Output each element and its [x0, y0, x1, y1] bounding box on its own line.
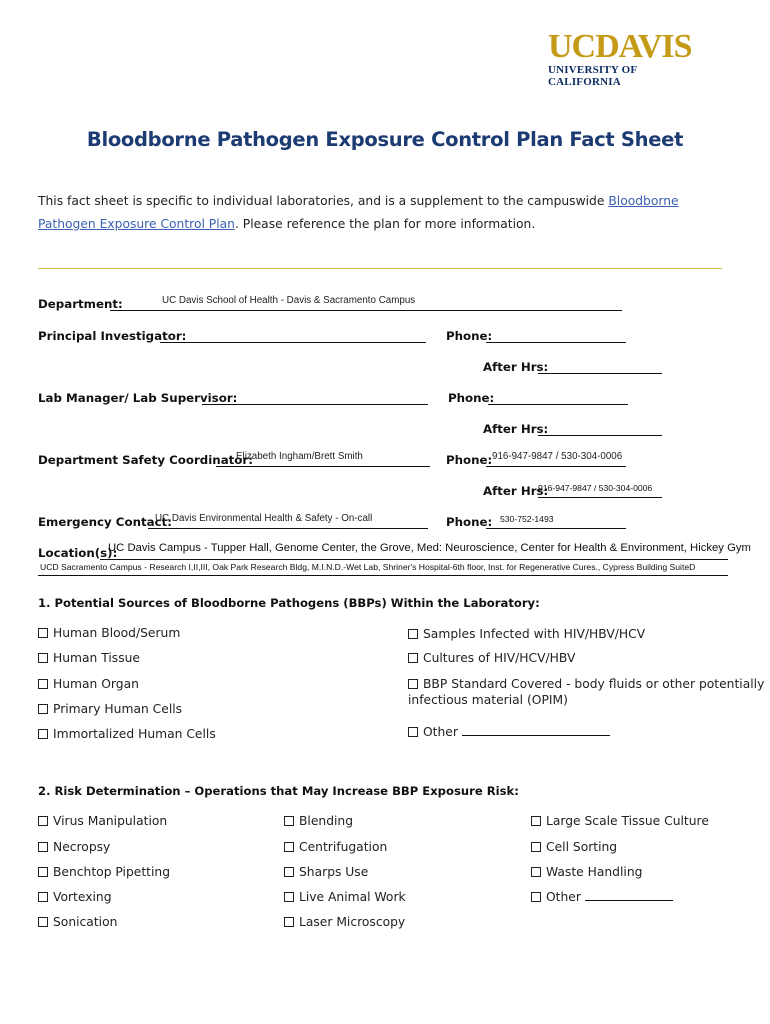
safety-phone-field[interactable]: [486, 466, 626, 467]
lab-manager-field[interactable]: [202, 404, 428, 405]
checkbox-box-icon: [38, 842, 48, 852]
section2-heading: 2. Risk Determination – Operations that May Increase BBP Exposure Risk:: [38, 784, 519, 798]
emergency-contact-field[interactable]: [148, 528, 428, 529]
checkbox-box-icon: [408, 679, 418, 689]
checkbox-box-icon: [408, 629, 418, 639]
checkbox-box-icon: [284, 842, 294, 852]
checkbox-label: Large Scale Tissue Culture: [546, 814, 709, 828]
checkbox-human-tissue[interactable]: [38, 651, 140, 665]
lab-manager-phone-field[interactable]: [488, 404, 628, 405]
locations-value-line1: UC Davis Campus - Tupper Hall, Genome Center, the Grove, Med: Neuroscience, Center for Health & Environment, Hickey Gym: [108, 542, 751, 554]
pi-phone-label: Phone:: [446, 329, 493, 343]
checkbox-samples-infected[interactable]: [408, 627, 645, 641]
checkbox-necropsy[interactable]: [38, 840, 110, 854]
checkbox-box-icon: [38, 679, 48, 689]
department-value: UC Davis School of Health - Davis & Sacramento Campus: [162, 295, 416, 306]
checkbox-sonication[interactable]: [38, 915, 117, 929]
checkbox-box-icon: [284, 917, 294, 927]
checkbox-human-organ[interactable]: [38, 677, 139, 691]
checkbox-box-icon: [531, 867, 541, 877]
checkbox-label: Waste Handling: [546, 865, 643, 879]
department-field[interactable]: [110, 310, 622, 311]
checkbox-box-icon: [38, 816, 48, 826]
checkbox-box-icon: [284, 816, 294, 826]
checkbox-other-source[interactable]: [408, 725, 610, 739]
safety-coordinator-label: Department Safety Coordinator:: [38, 453, 253, 467]
safety-phone-value: 916-947-9847 / 530-304-0006: [492, 451, 623, 462]
checkbox-cell-sorting[interactable]: [531, 840, 617, 854]
lab-manager-phone-label: Phone:: [448, 391, 495, 405]
checkbox-label: Primary Human Cells: [53, 702, 183, 716]
other-operation-field[interactable]: [585, 900, 673, 901]
checkbox-box-icon: [531, 892, 541, 902]
checkbox-centrifugation[interactable]: [284, 840, 387, 854]
checkbox-label: Laser Microscopy: [299, 915, 406, 929]
checkbox-box-icon: [38, 729, 48, 739]
pi-phone-field[interactable]: [486, 342, 626, 343]
safety-after-hrs-field[interactable]: [538, 497, 662, 498]
intro-text-after: . Please reference the plan for more information.: [234, 217, 536, 231]
checkbox-box-icon: [284, 867, 294, 877]
checkbox-box-icon: [38, 867, 48, 877]
safety-after-hrs-value: 916-947-9847 / 530-304-0006: [538, 483, 653, 493]
checkbox-benchtop-pipetting[interactable]: [38, 865, 170, 879]
pi-label: Principal Investigator:: [38, 329, 187, 343]
intro-text-before: This fact sheet is specific to individual laboratories, and is a supplement to the campuswide: [38, 194, 609, 208]
safety-coordinator-value: Elizabeth Ingham/Brett Smith: [236, 451, 363, 462]
checkbox-label: Human Blood/Serum: [53, 626, 181, 640]
intro-paragraph: [38, 190, 738, 236]
checkbox-label: Human Tissue: [53, 651, 140, 665]
logo-wordmark: UCDAVIS: [548, 28, 692, 65]
checkbox-label: Blending: [299, 814, 354, 828]
checkbox-box-icon: [38, 917, 48, 927]
checkbox-label: Cultures of HIV/HCV/HBV: [423, 651, 576, 665]
lab-manager-after-hrs-label: After Hrs:: [483, 422, 549, 436]
checkbox-label: Samples Infected with HIV/HBV/HCV: [423, 627, 646, 641]
safety-after-hrs-label: After Hrs:: [483, 484, 549, 498]
checkbox-cultures[interactable]: [408, 651, 575, 665]
pi-after-hrs-field[interactable]: [538, 373, 662, 374]
checkbox-label: Necropsy: [53, 840, 111, 854]
checkbox-label: Centrifugation: [299, 840, 388, 854]
locations-field-line2[interactable]: [38, 575, 728, 576]
plan-link[interactable]: Bloodborne Pathogen Exposure Control Plan: [38, 194, 679, 231]
locations-value-line2: UCD Sacramento Campus - Research I,II,III, Oak Park Research Bldg, M.I.N.D.-Wet Lab, Shriner's Hospital-6th floor, Inst. for Regenerative Cures., Cypress Building SuiteD: [40, 562, 696, 572]
section1-heading: 1. Potential Sources of Bloodborne Pathogens (BBPs) Within the Laboratory:: [38, 596, 540, 610]
emergency-contact-value: UC Davis Environmental Health & Safety - On-call: [155, 513, 373, 524]
other-source-field[interactable]: [462, 735, 610, 736]
checkbox-sharps-use[interactable]: [284, 865, 368, 879]
checkbox-label: Live Animal Work: [299, 890, 406, 904]
pi-field[interactable]: [160, 342, 426, 343]
lab-manager-after-hrs-field[interactable]: [538, 435, 662, 436]
emergency-contact-label: Emergency Contact:: [38, 515, 172, 529]
checkbox-other-operation[interactable]: [531, 890, 673, 904]
checkbox-laser-microscopy[interactable]: [284, 915, 405, 929]
checkbox-label: Sonication: [53, 915, 118, 929]
emergency-phone-value: 530-752-1493: [500, 514, 554, 524]
checkbox-waste-handling[interactable]: [531, 865, 642, 879]
checkbox-large-scale-tissue-culture[interactable]: [531, 814, 709, 828]
page-title: Bloodborne Pathogen Exposure Control Plan Fact Sheet: [86, 128, 684, 151]
checkbox-label: Human Organ: [53, 677, 139, 691]
checkbox-primary-human-cells[interactable]: [38, 702, 182, 716]
checkbox-vortexing[interactable]: [38, 890, 112, 904]
checkbox-bbp-standard-covered[interactable]: [408, 677, 764, 691]
checkbox-box-icon: [38, 892, 48, 902]
checkbox-box-icon: [38, 704, 48, 714]
uc-davis-logo: [548, 30, 698, 88]
checkbox-virus-manipulation[interactable]: [38, 814, 167, 828]
emergency-phone-field[interactable]: [486, 528, 626, 529]
checkbox-box-icon: [38, 653, 48, 663]
checkbox-label: Immortalized Human Cells: [53, 727, 216, 741]
lab-manager-label: Lab Manager/ Lab Supervisor:: [38, 391, 238, 405]
checkbox-label: Other: [546, 890, 581, 904]
checkbox-box-icon: [284, 892, 294, 902]
emergency-phone-label: Phone:: [446, 515, 493, 529]
checkbox-label: Benchtop Pipetting: [53, 865, 171, 879]
checkbox-label: Vortexing: [53, 890, 112, 904]
checkbox-box-icon: [531, 816, 541, 826]
checkbox-box-icon: [408, 727, 418, 737]
checkbox-label: Cell Sorting: [546, 840, 618, 854]
checkbox-box-icon: [531, 842, 541, 852]
checkbox-box-icon: [408, 653, 418, 663]
gold-divider: [38, 268, 722, 269]
checkbox-box-icon: [38, 628, 48, 638]
checkbox-label: Virus Manipulation: [53, 814, 168, 828]
checkbox-label: Other: [423, 725, 458, 739]
pi-after-hrs-label: After Hrs:: [483, 360, 549, 374]
department-label: Department:: [38, 297, 123, 311]
checkbox-label-continued: infectious material (OPIM): [408, 693, 568, 707]
checkbox-human-blood-serum[interactable]: [38, 626, 180, 640]
safety-phone-label: Phone:: [446, 453, 493, 467]
locations-label: Location(s):: [38, 546, 118, 560]
checkbox-label: Sharps Use: [299, 865, 369, 879]
checkbox-live-animal-work[interactable]: [284, 890, 406, 904]
checkbox-label: BBP Standard Covered - body fluids or other potentially: [423, 677, 765, 691]
checkbox-blending[interactable]: [284, 814, 353, 828]
locations-field-line1[interactable]: [100, 559, 728, 560]
logo-subtitle: UNIVERSITY OF CALIFORNIA: [548, 64, 637, 88]
safety-coordinator-field[interactable]: [216, 466, 430, 467]
checkbox-immortalized-human-cells[interactable]: [38, 727, 216, 741]
